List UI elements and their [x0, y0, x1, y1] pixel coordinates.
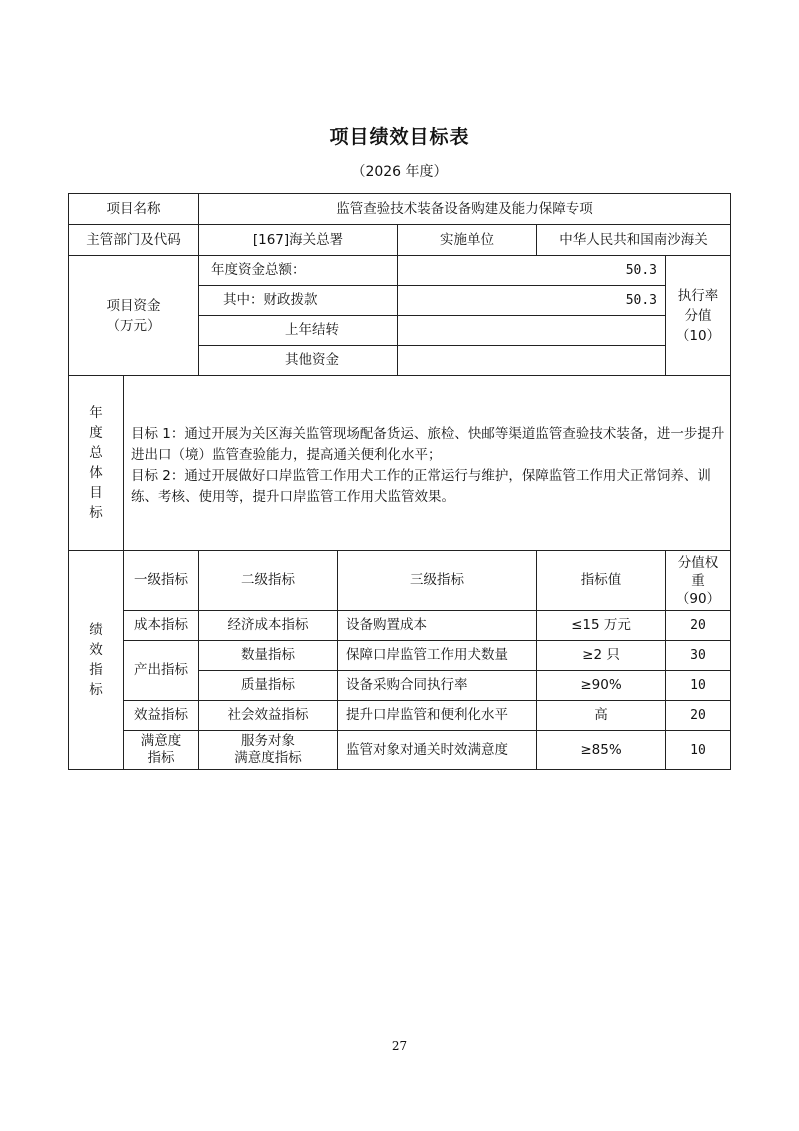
goal-label-char: 体 [89, 465, 103, 481]
row-level3: 设备采购合同执行率 [346, 677, 468, 693]
row-weight: 30 [690, 648, 706, 663]
header-level3: 三级指标 [410, 572, 464, 588]
row-level1-line2: 指标 [147, 750, 175, 766]
row-level3: 设备购置成本 [346, 617, 427, 633]
annual-goal-text [131, 424, 733, 508]
funds-carryover-label: 上年结转 [285, 322, 339, 338]
project-name-label: 项目名称 [106, 200, 161, 217]
row-value: ≥2 只 [582, 647, 620, 663]
funds-label-line2: （万元） [106, 317, 161, 334]
unit-value: 中华人民共和国南沙海关 [559, 231, 708, 248]
goal-label-char: 度 [89, 425, 103, 441]
goal-label-char: 目 [89, 485, 103, 501]
row-level1: 产出指标 [134, 662, 188, 678]
funds-label-line1: 项目资金 [106, 297, 161, 314]
dept-label: 主管部门及代码 [86, 231, 181, 248]
goal-label-char: 年 [89, 405, 103, 421]
page-title: 项目绩效目标表 [329, 126, 470, 148]
funds-fiscal-value: 50.3 [625, 293, 657, 308]
row-value: 高 [594, 707, 608, 723]
row-level1 [124, 731, 198, 769]
row-level2: 数量指标 [241, 647, 295, 663]
row-level3: 监管对象对通关时效满意度 [346, 741, 508, 758]
row-level2-line1: 服务对象 [241, 733, 295, 749]
perf-label-char: 效 [89, 642, 103, 658]
row-level3: 提升口岸监管和便利化水平 [346, 707, 508, 723]
row-level2: 社会效益指标 [227, 707, 309, 723]
performance-label [69, 551, 123, 769]
funds-label [69, 256, 198, 375]
goal-2: 目标 2：通过开展做好口岸监管工作用犬工作的正常运行与维护，保障监管工作用犬正常饲养、训练、考核、使用等，提升口岸监管工作用犬监管效果。 [131, 468, 711, 505]
row-weight: 10 [690, 678, 706, 693]
funds-other-label: 其他资金 [285, 352, 339, 368]
dept-value: [167]海关总署 [252, 231, 344, 248]
row-level1-line1: 满意度 [140, 733, 182, 749]
header-level2: 二级指标 [241, 572, 295, 588]
row-weight: 10 [690, 742, 706, 758]
perf-label-char: 标 [89, 682, 103, 698]
page-number: 27 [391, 1039, 408, 1053]
row-level2 [199, 731, 337, 769]
execution-rate-line2: 分值 [684, 307, 712, 324]
execution-rate-line1: 执行率 [677, 287, 719, 304]
goal-1: 目标 1：通过开展为关区海关监管现场配备货运、旅检、快邮等渠道监管查验技术装备，进一步提升进出口（境）监管查验能力，提高通关便利化水平； [131, 426, 725, 463]
row-level3: 保障口岸监管工作用犬数量 [346, 647, 508, 663]
row-level2-line2: 满意度指标 [234, 750, 302, 766]
funds-total-label: 年度资金总额： [211, 262, 306, 278]
header-weight-line1: 分值权 [677, 554, 719, 571]
header-weight [666, 551, 730, 610]
goal-label-char: 总 [89, 445, 103, 461]
row-value: ≤15 万元 [571, 617, 631, 633]
execution-rate-line3: （10） [675, 327, 721, 344]
funds-total-value: 50.3 [625, 263, 657, 278]
unit-label: 实施单位 [440, 231, 494, 248]
header-level1: 一级指标 [134, 572, 188, 588]
page-subtitle: （2026 年度） [351, 164, 448, 180]
row-weight: 20 [690, 708, 706, 723]
perf-label-char: 指 [89, 662, 103, 678]
row-level1: 成本指标 [134, 617, 188, 633]
header-value: 指标值 [580, 572, 622, 588]
header-weight-line2: 重 [691, 572, 705, 589]
funds-carryover-value [398, 316, 665, 345]
funds-other-value [398, 346, 665, 375]
row-weight: 20 [690, 618, 706, 633]
project-name-value: 监管查验技术装备设备购建及能力保障专项 [336, 200, 593, 217]
annual-goal-label [69, 376, 123, 550]
row-level2: 经济成本指标 [227, 617, 309, 633]
row-level2: 质量指标 [241, 677, 295, 693]
perf-label-char: 绩 [89, 622, 103, 638]
row-level1: 效益指标 [134, 707, 188, 723]
row-value: ≥85% [580, 741, 622, 758]
goal-label-char: 标 [89, 505, 103, 521]
funds-fiscal-label: 其中：财政拨款 [223, 292, 318, 308]
header-weight-line3: （90） [675, 590, 721, 607]
execution-rate-label [666, 256, 730, 375]
row-value: ≥90% [580, 677, 622, 693]
